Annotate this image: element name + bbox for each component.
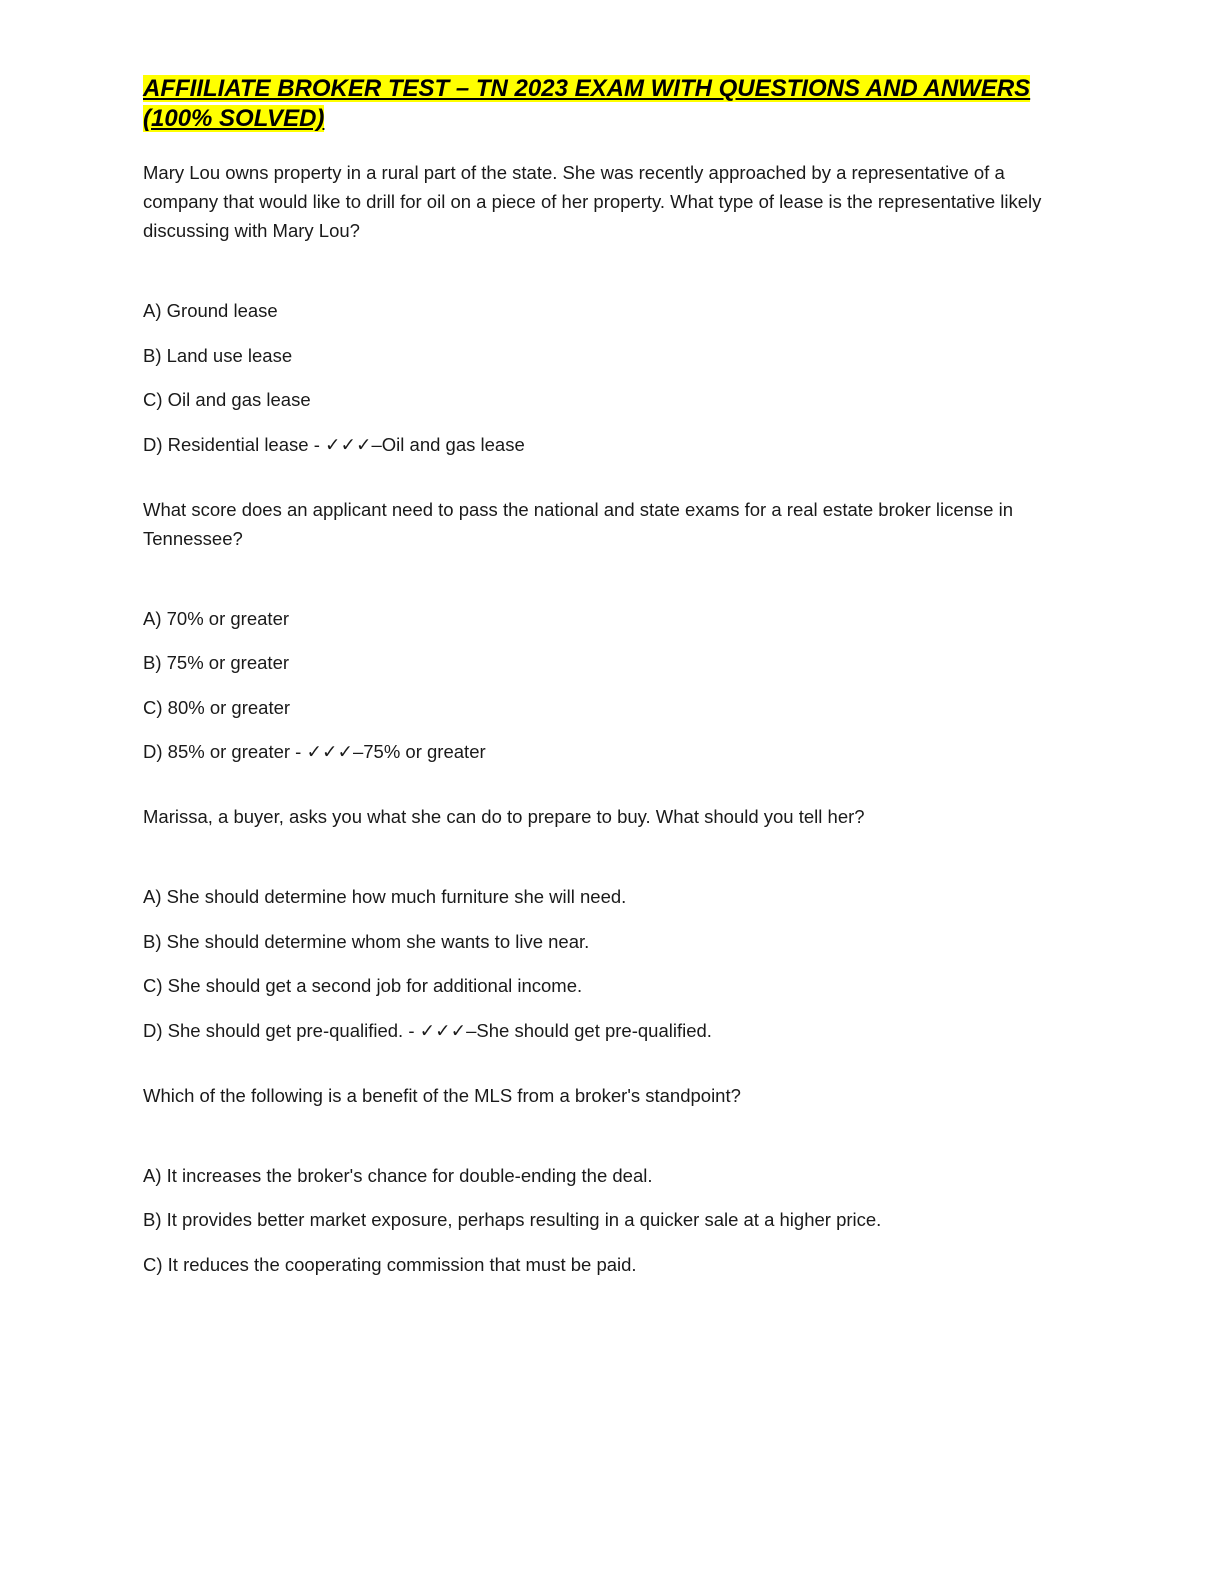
question-text: Marissa, a buyer, asks you what she can do to prepare to buy. What should you tell her?	[143, 806, 865, 827]
question-text: Which of the following is a benefit of the MLS from a broker's standpoint?	[143, 1084, 741, 1106]
option-d-with-answer: D) She should get pre-qualified. - ✓✓✓–She should get pre-qualified.	[143, 1019, 712, 1041]
question-1	[143, 158, 1083, 459]
document-title-text: AFFIILIATE BROKER TEST – TN 2023 EXAM WITH QUESTIONS AND ANWERS (100% SOLVED)	[143, 75, 1031, 132]
option-b: B) 75% or greater	[143, 652, 290, 673]
option-c: C) 80% or greater	[143, 696, 291, 718]
question-2	[143, 495, 1083, 767]
document-title	[143, 74, 1083, 134]
option-b: B) It provides better market exposure, perhaps resulting in a quicker sale at a higher price.	[143, 1209, 882, 1230]
document-page	[143, 74, 1083, 1315]
option-b: B) Land use lease	[143, 344, 293, 366]
answer-options	[143, 604, 1083, 767]
question-text: Mary Lou owns property in a rural part of the state. She was recently approached by a representative of a company that would like to drill for oil on a piece of her property. What type of lease is the representative likely discussing with Mary Lou?	[143, 162, 1042, 241]
option-c: C) It reduces the cooperating commission that must be paid.	[143, 1253, 637, 1275]
option-d-with-answer: D) Residential lease - ✓✓✓–Oil and gas lease	[143, 433, 525, 455]
answer-options	[143, 1161, 1083, 1279]
option-d-with-answer: D) 85% or greater - ✓✓✓–75% or greater	[143, 741, 486, 762]
answer-options	[143, 296, 1083, 459]
option-a: A) 70% or greater	[143, 607, 290, 629]
answer-options	[143, 882, 1083, 1045]
option-a: A) Ground lease	[143, 300, 278, 321]
option-b: B) She should determine whom she wants to live near.	[143, 930, 590, 952]
question-3	[143, 802, 1083, 1045]
option-a: A) She should determine how much furniture she will need.	[143, 886, 627, 907]
question-text: What score does an applicant need to pass the national and state exams for a real estate broker license in Tennessee?	[143, 498, 1014, 549]
option-c: C) She should get a second job for additional income.	[143, 975, 583, 996]
option-a: A) It increases the broker's chance for double-ending the deal.	[143, 1164, 653, 1186]
option-c: C) Oil and gas lease	[143, 389, 311, 410]
question-4	[143, 1081, 1083, 1279]
